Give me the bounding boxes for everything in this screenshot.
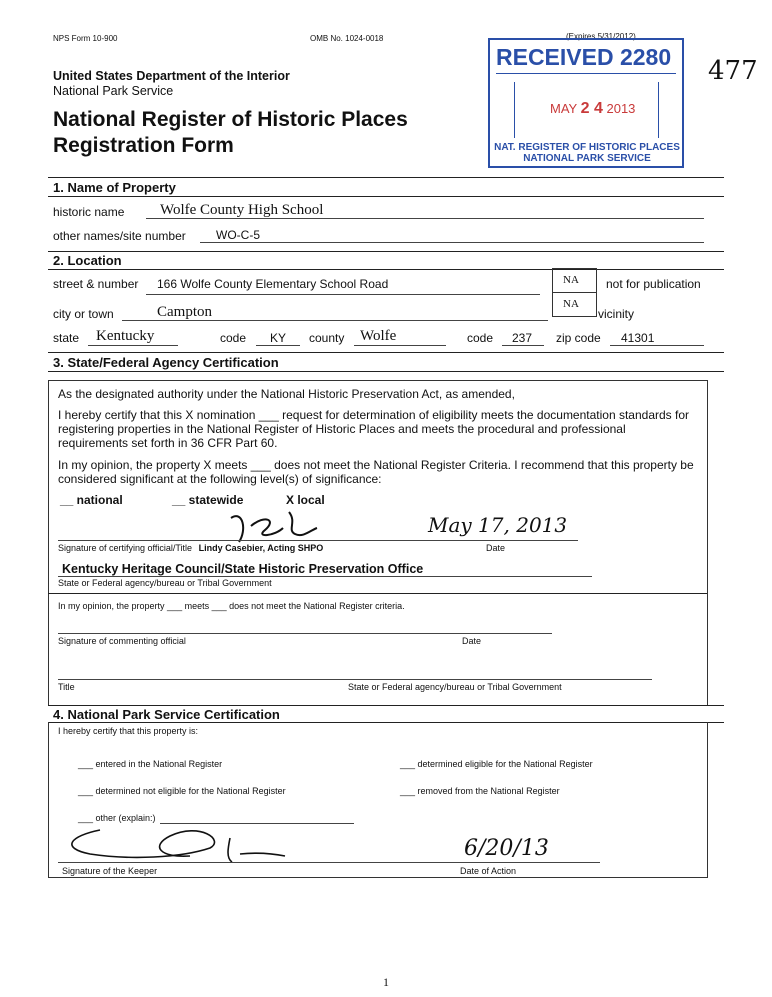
section3-rule: [48, 352, 724, 353]
section4-rule: [48, 705, 724, 706]
section2-rule-bottom: [48, 269, 724, 270]
county-label: county: [309, 331, 345, 345]
vicinity-box: [552, 292, 597, 317]
street-label: street & number: [53, 277, 139, 291]
opt-removed: ___ removed from the National Register: [400, 786, 560, 796]
keeper-label: Signature of the Keeper: [62, 866, 158, 876]
received-stamp: [488, 38, 684, 168]
city-label: city or town: [53, 307, 114, 321]
other-names-value: WO-C-5: [216, 228, 260, 242]
sig-name: Lindy Casebier, Acting SHPO: [198, 543, 324, 553]
level-local: X local: [286, 493, 325, 507]
state-line: [88, 345, 178, 346]
stamp-footer: [494, 142, 680, 164]
section3-heading: 3. State/Federal Agency Certification: [53, 355, 279, 370]
form-number: NPS Form 10-900: [53, 34, 118, 43]
certifying-sig-line: [58, 540, 578, 541]
state-code-line: [256, 345, 300, 346]
certifying-date-handwritten: May 17, 2013: [428, 513, 568, 537]
comment-divider: [48, 593, 707, 594]
zip-label: zip code: [556, 331, 601, 345]
opt-entered: ___ entered in the National Register: [78, 759, 223, 769]
state-value: Kentucky: [96, 328, 155, 344]
stamp-line2: NATIONAL PARK SERVICE: [523, 153, 651, 164]
vicinity-label: vicinity: [598, 307, 635, 321]
comment-agency-label: State or Federal agency/bureau or Tribal Government: [348, 682, 562, 692]
sig-label-text: Signature of certifying official/Title: [58, 543, 193, 553]
stamp-bracket-left: [514, 82, 516, 138]
comment-sig-line: [58, 633, 552, 634]
stamp-day: 2 4: [580, 100, 603, 117]
section1-rule-bottom: [48, 196, 724, 197]
county-code-value: 237: [512, 331, 533, 345]
action-date-handwritten: 6/20/13: [464, 836, 549, 861]
zip-line: [610, 345, 704, 346]
action-date-label: Date of Action: [460, 866, 517, 876]
stamp-date: [550, 100, 635, 118]
opt-not-eligible: ___ determined not eligible for the National Register: [78, 786, 286, 796]
nfp-box: [552, 268, 597, 293]
section3-intro: As the designated authority under the National Historic Preservation Act, as amended,: [58, 387, 515, 401]
section1-heading: 1. Name of Property: [53, 180, 176, 195]
certifying-sig-label: [58, 543, 323, 553]
section4-heading: 4. National Park Service Certification: [53, 707, 280, 722]
city-value: Campton: [157, 304, 212, 320]
stamp-year: 2013: [606, 101, 636, 116]
form-title-line2: Registration Form: [53, 134, 234, 157]
stamp-rule: [496, 73, 676, 74]
other-names-line: [200, 242, 704, 243]
section2-rule: [48, 251, 724, 252]
stamp-line1: NAT. REGISTER OF HISTORIC PLACES: [494, 142, 680, 153]
section3-rule-bottom: [48, 371, 724, 372]
county-line: [354, 345, 446, 346]
comment-title-label: Title: [58, 682, 75, 692]
comment-title-line: [58, 679, 652, 680]
county-code-label: code: [467, 331, 494, 345]
form-title-line1: National Register of Historic Places: [53, 108, 408, 131]
vicinity-value: NA: [563, 298, 579, 310]
street-line: [146, 294, 540, 295]
agency-line: [58, 576, 592, 577]
keeper-sig-line: [58, 862, 600, 863]
street-value: 166 Wolfe County Elementary School Road: [157, 277, 389, 291]
county-code-line: [502, 345, 544, 346]
agency-name: Kentucky Heritage Council/State Historic Preservation Office: [62, 562, 424, 576]
historic-name-line: [146, 218, 704, 219]
nfp-value: NA: [563, 274, 579, 286]
section1-rule: [48, 177, 724, 178]
opt-other: ___ other (explain:): [78, 813, 156, 823]
stamp-received: RECEIVED 2280: [496, 44, 672, 70]
certify-text: I hereby certify that this X nomination ___ request for determination of eligibility meets the documentation standards for registering properties in the National Register of Historic Places and meets the procedural and professional requirements set forth in 36 CFR Part 60.: [58, 408, 690, 450]
page-number: 1: [383, 975, 389, 989]
keeper-signature: [60, 818, 290, 868]
state-code-label: code: [220, 331, 247, 345]
agency-label: State or Federal agency/bureau or Tribal Government: [58, 578, 272, 588]
level-national: __ national: [60, 493, 123, 507]
historic-name-value: Wolfe County High School: [160, 202, 324, 218]
stamp-month: MAY: [550, 101, 577, 116]
opt-determined-eligible: ___ determined eligible for the National Register: [400, 759, 593, 769]
section2-heading: 2. Location: [53, 253, 122, 268]
opinion-text: In my opinion, the property X meets ___ does not meet the National Register Criteria. I recommend that this property be considered significant at the following level(s) of significance:: [58, 458, 694, 486]
level-statewide: __ statewide: [172, 493, 244, 507]
historic-name-label: historic name: [53, 205, 125, 219]
county-value: Wolfe: [360, 328, 397, 344]
comment-date-label: Date: [462, 636, 482, 646]
other-names-label: other names/site number: [53, 229, 186, 243]
department: United States Department of the Interior: [53, 69, 290, 83]
state-label: state: [53, 331, 80, 345]
omb-number: OMB No. 1024-0018: [310, 34, 384, 43]
certifying-date-label: Date: [486, 543, 506, 553]
service: National Park Service: [53, 84, 174, 98]
state-code-value: KY: [270, 331, 287, 345]
stamp-bracket-right: [658, 82, 660, 138]
comment-sig-label: Signature of commenting official: [58, 636, 186, 646]
zip-value: 41301: [621, 331, 655, 345]
comment-opinion: In my opinion, the property ___ meets ___ does not meet the National Register criteria.: [58, 601, 405, 611]
expires-note: (Expires 5/31/2012): [566, 32, 636, 41]
nfp-label: not for publication: [606, 277, 701, 291]
section4-intro: I hereby certify that this property is:: [58, 726, 199, 736]
city-line: [122, 320, 548, 321]
handwritten-number: 477: [708, 56, 758, 86]
